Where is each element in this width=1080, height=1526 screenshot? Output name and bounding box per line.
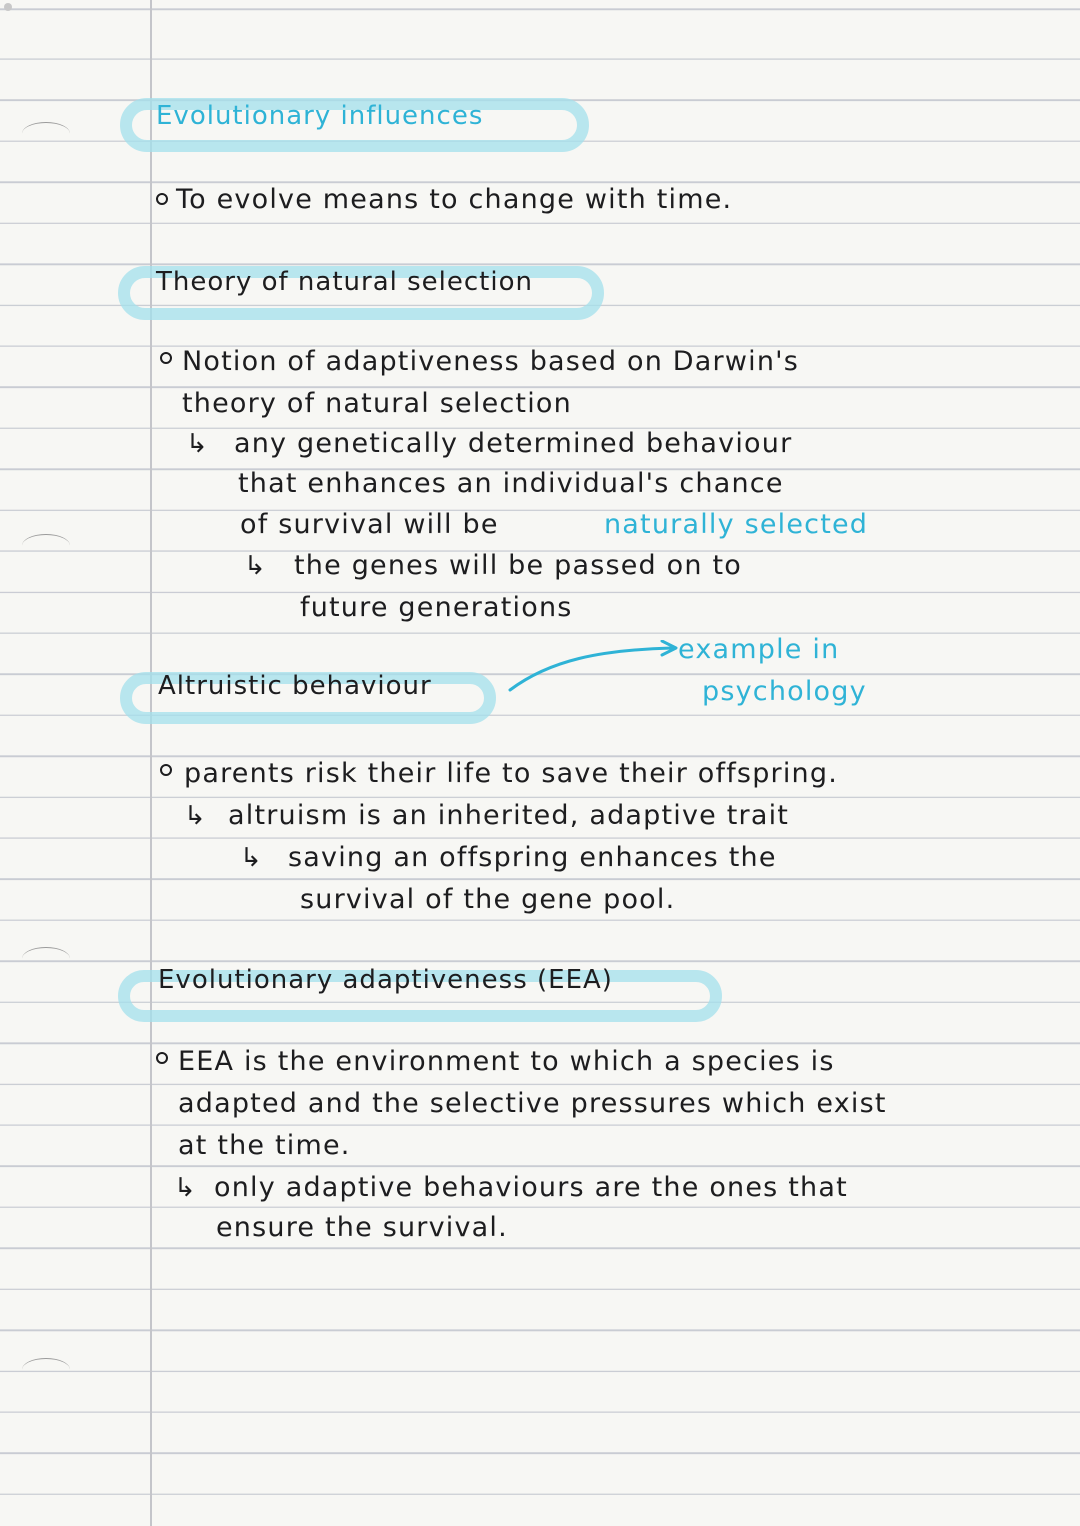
page-title: Evolutionary influences — [156, 101, 484, 131]
note-highlighted-phrase: naturally selected — [604, 509, 869, 540]
sub-arrow-icon: ↳ — [174, 1173, 196, 1203]
altruistic-heading: Altruistic behaviour — [158, 671, 432, 701]
note-line: adapted and the selective pressures which exist — [178, 1088, 887, 1119]
bullet-point — [160, 352, 172, 364]
eea-heading: Evolutionary adaptiveness (EEA) — [158, 965, 613, 995]
note-line: parents risk their life to save their offspring. — [184, 758, 838, 789]
note-line: Notion of adaptiveness based on Darwin's — [182, 346, 800, 377]
binder-hole-mark — [22, 1358, 70, 1381]
note-line: survival of the gene pool. — [300, 884, 676, 915]
binder-hole-mark — [22, 534, 70, 557]
note-line: future generations — [300, 592, 573, 623]
note-line: theory of natural selection — [182, 388, 572, 419]
side-note: example in — [678, 634, 840, 665]
bullet-point — [156, 1052, 168, 1064]
sub-arrow-icon: ↳ — [244, 551, 266, 581]
note-line: ensure the survival. — [216, 1212, 508, 1243]
note-line: EEA is the environment to which a species is — [178, 1046, 835, 1077]
margin-line — [150, 0, 152, 1526]
note-line: saving an offspring enhances the — [288, 842, 777, 873]
punch-hole-dot — [4, 3, 12, 11]
note-line: any genetically determined behaviour — [234, 428, 793, 459]
sub-arrow-icon: ↳ — [240, 843, 262, 873]
note-line: altruism is an inherited, adaptive trait — [228, 800, 790, 831]
side-note: psychology — [702, 676, 867, 707]
natural-selection-heading: Theory of natural selection — [156, 267, 533, 297]
binder-hole-mark — [22, 122, 70, 145]
note-line: at the time. — [178, 1130, 351, 1161]
note-line: of survival will be — [240, 509, 499, 540]
sub-arrow-icon: ↳ — [184, 801, 206, 831]
note-line: that enhances an individual's chance — [238, 468, 784, 499]
intro-text: To evolve means to change with time. — [176, 184, 733, 215]
arrow-connector-icon — [500, 640, 700, 700]
binder-hole-mark — [22, 947, 70, 970]
note-line: only adaptive behaviours are the ones that — [214, 1172, 848, 1203]
sub-arrow-icon: ↳ — [186, 429, 208, 459]
bullet-point — [156, 193, 168, 205]
bullet-point — [160, 764, 172, 776]
note-line: the genes will be passed on to — [294, 550, 742, 581]
